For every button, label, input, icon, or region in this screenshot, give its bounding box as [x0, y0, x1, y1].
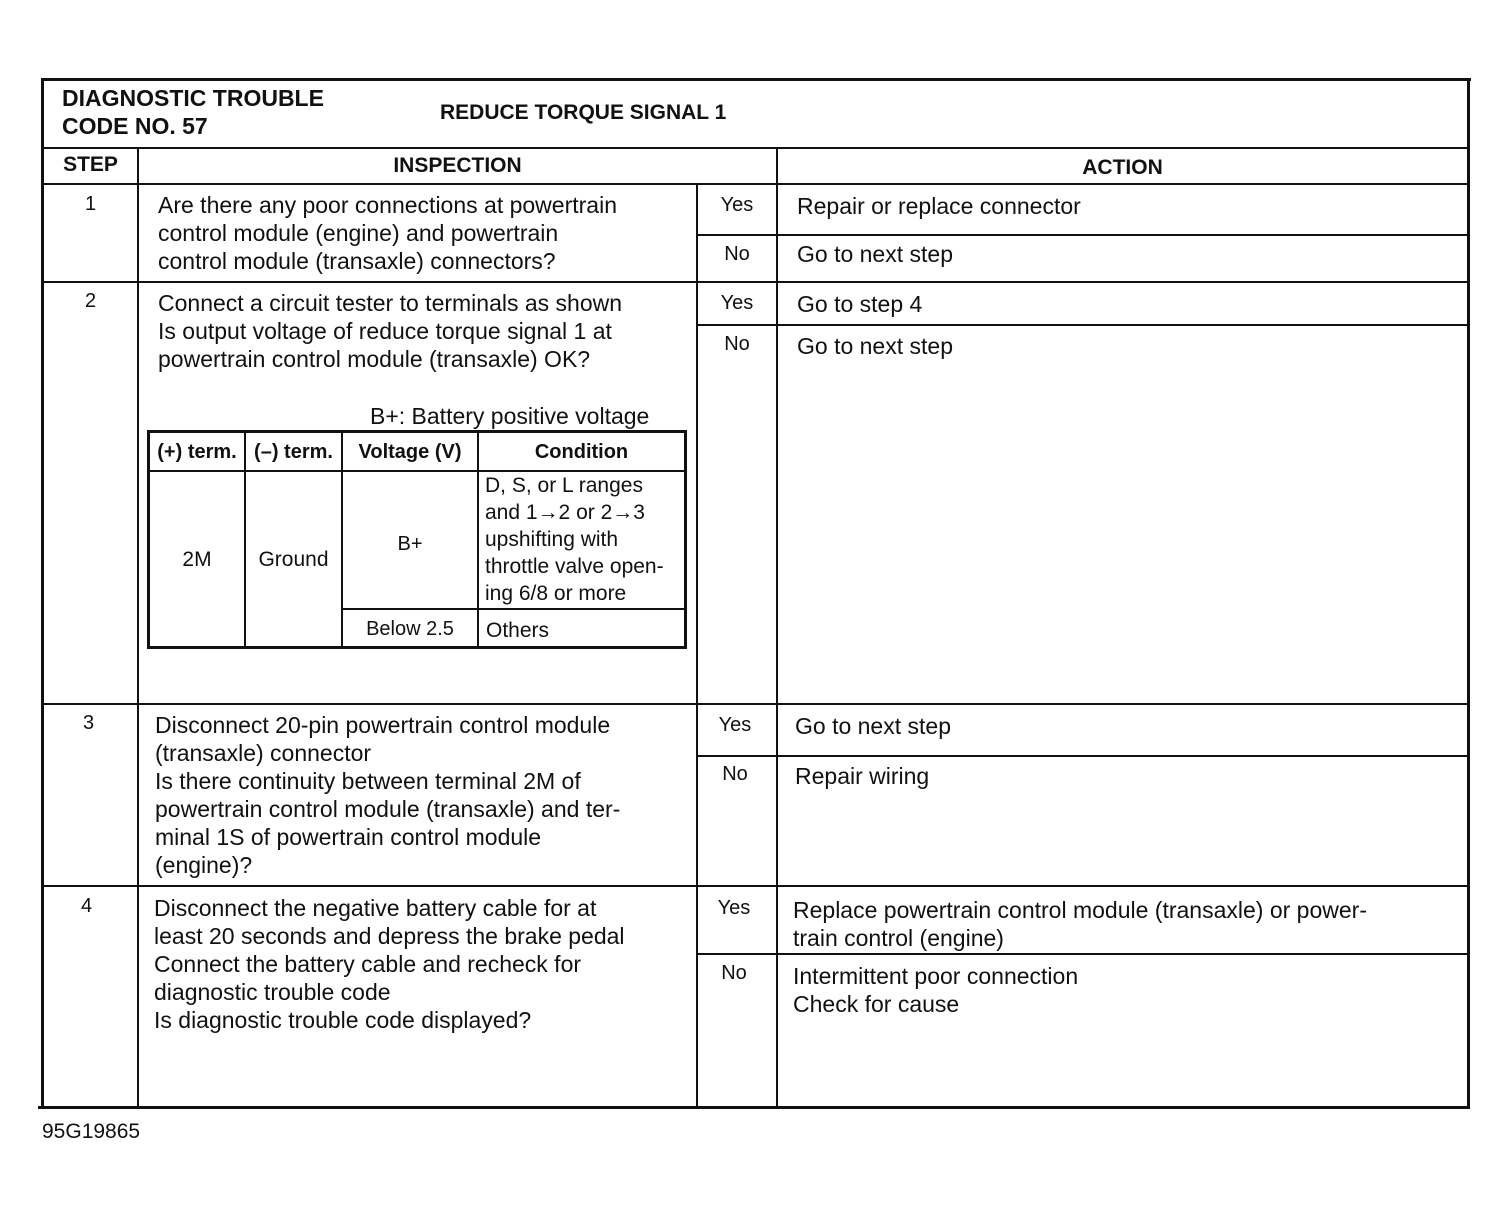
no-label: No — [721, 962, 747, 984]
no-action: Go to next step — [797, 241, 953, 267]
step-number: 4 — [80, 895, 93, 917]
yes-action: Go to next step — [795, 713, 951, 739]
yes-action: Go to step 4 — [797, 291, 923, 317]
yes-label: Yes — [720, 292, 754, 314]
no-action: Repair wiring — [795, 763, 930, 789]
inspection-text: Disconnect 20-pin powertrain control module (transaxle) connector Is there continuity between terminal 2M of powertrain control module (transaxle) and ter- minal 1S of powertrain control module (engine)? — [155, 712, 621, 878]
column-header-inspection: INSPECTION — [393, 154, 522, 177]
step-number: 3 — [82, 712, 95, 734]
column-header-step: STEP — [63, 153, 118, 176]
column-header-action: ACTION — [1082, 156, 1163, 179]
inspection-text: Are there any poor connections at powertrain control module (engine) and powertrain control module (transaxle) connectors? — [158, 192, 617, 274]
yes-action: Replace powertrain control module (transaxle) or power- train control (engine) — [793, 897, 1367, 951]
signal-title: REDUCE TORQUE SIGNAL 1 — [440, 101, 727, 124]
voltage-table-header-minus-term: (–) term. — [254, 441, 333, 463]
yes-action: Repair or replace connector — [797, 193, 1081, 219]
voltage-value: Below 2.5 — [366, 618, 454, 640]
step-number: 2 — [84, 290, 97, 312]
no-label: No — [724, 243, 750, 265]
no-action: Go to next step — [797, 333, 953, 359]
voltage-value: B+ — [397, 533, 423, 555]
voltage-table-header-voltage: Voltage (V) — [358, 441, 462, 463]
minus-term-value: Ground — [258, 548, 329, 571]
voltage-table-header-condition: Condition — [534, 441, 629, 463]
no-label: No — [722, 763, 748, 785]
inspection-text: Disconnect the negative battery cable for at least 20 seconds and depress the brake pedal Connect the battery cable and recheck for diagnostic trouble code Is diagnostic trouble code displayed? — [154, 895, 625, 1033]
inspection-text: Connect a circuit tester to terminals as shown Is output voltage of reduce torque signal 1 at powertrain control module (transaxle) OK? — [158, 290, 623, 372]
yes-label: Yes — [718, 714, 752, 736]
code-title: DIAGNOSTIC TROUBLE CODE NO. 57 — [62, 85, 324, 139]
figure-id: 95G19865 — [42, 1120, 141, 1143]
condition-value: Others — [486, 619, 550, 642]
no-label: No — [724, 333, 750, 355]
no-action: Intermittent poor connection Check for cause — [793, 963, 1079, 1017]
voltage-note: B+: Battery positive voltage — [370, 403, 650, 429]
voltage-table-header-plus-term: (+) term. — [157, 441, 237, 463]
step-number: 1 — [84, 193, 97, 215]
yes-label: Yes — [720, 194, 754, 216]
yes-label: Yes — [717, 897, 751, 919]
plus-term-value: 2M — [182, 548, 212, 571]
condition-value: D, S, or L ranges and 1→2 or 2→3 upshifting with throttle valve open- ing 6/8 or more — [485, 474, 664, 605]
